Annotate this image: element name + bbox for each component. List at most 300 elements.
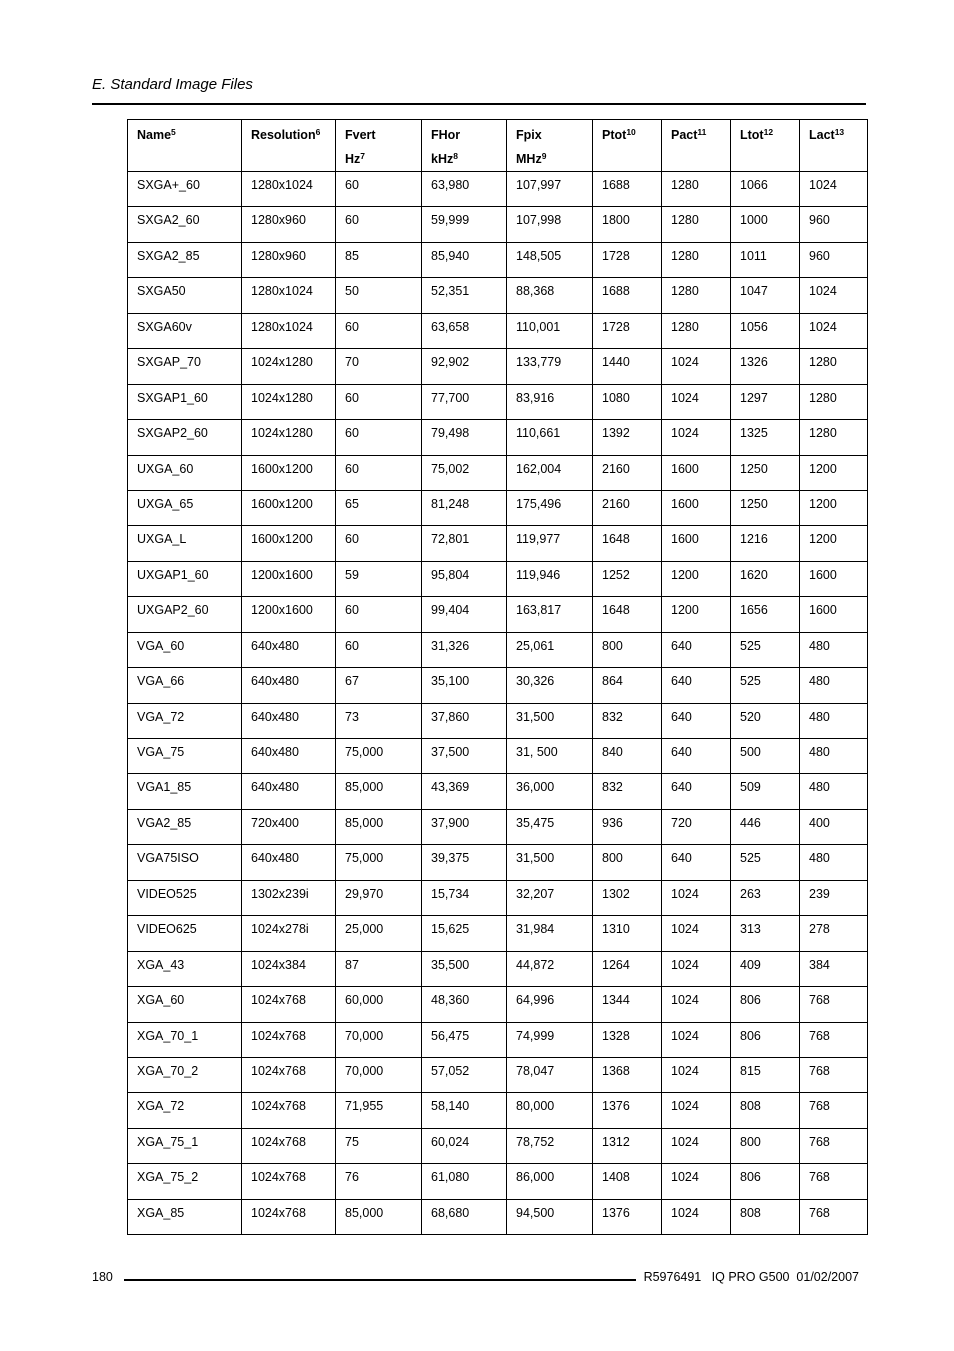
table-row — [128, 242, 868, 277]
table-cell: 25,061 — [507, 632, 593, 667]
table-row — [128, 809, 868, 844]
table-cell: 806 — [731, 1022, 800, 1057]
table-cell: 60 — [336, 455, 422, 490]
table-cell: 640 — [662, 703, 731, 738]
table-cell: 1312 — [593, 1128, 662, 1163]
column-header — [422, 120, 507, 172]
table-cell: 75,000 — [336, 739, 422, 774]
table-cell: 960 — [800, 242, 868, 277]
table-cell: 1280x1024 — [242, 313, 336, 348]
table-cell: 806 — [731, 987, 800, 1022]
table-cell: 88,368 — [507, 278, 593, 313]
column-header — [593, 120, 662, 172]
table-cell: 1310 — [593, 916, 662, 951]
table-cell: 1200x1600 — [242, 561, 336, 596]
table-cell: 59 — [336, 561, 422, 596]
table-cell: 1250 — [731, 455, 800, 490]
table-cell: 60,024 — [422, 1128, 507, 1163]
footnote-marker: 11 — [697, 127, 707, 137]
table-cell: 1648 — [593, 597, 662, 632]
table-cell: 480 — [800, 845, 868, 880]
table-cell: 1200 — [662, 597, 731, 632]
table-cell: 1024x384 — [242, 951, 336, 986]
table-cell: UXGA_60 — [128, 455, 242, 490]
table-cell: 1800 — [593, 207, 662, 242]
table-row — [128, 951, 868, 986]
table-cell: 808 — [731, 1199, 800, 1234]
column-header-unit: kHz$^8$ — [431, 151, 458, 166]
table-cell: 78,047 — [507, 1057, 593, 1092]
table-cell: 1024 — [662, 1057, 731, 1092]
table-row — [128, 774, 868, 809]
table-cell: 1600 — [662, 455, 731, 490]
table-cell: 1600x1200 — [242, 490, 336, 525]
table-cell: 1280x1024 — [242, 172, 336, 207]
table-cell: 63,658 — [422, 313, 507, 348]
table-cell: 77,700 — [422, 384, 507, 419]
table-cell: 70,000 — [336, 1022, 422, 1057]
table-cell: 1024 — [662, 1164, 731, 1199]
table-cell: 1280x1024 — [242, 278, 336, 313]
table-cell: 1250 — [731, 490, 800, 525]
table-cell: 1280 — [662, 172, 731, 207]
table-cell: 768 — [800, 1128, 868, 1163]
table-cell: 720 — [662, 809, 731, 844]
column-header-label: Resolution$^6$ — [251, 127, 321, 142]
table-row — [128, 987, 868, 1022]
table-cell: 1024 — [662, 987, 731, 1022]
table-cell: 1024 — [662, 384, 731, 419]
table-cell: 85,000 — [336, 1199, 422, 1234]
table-cell: 1600 — [800, 597, 868, 632]
table-cell: 640 — [662, 668, 731, 703]
table-cell: 37,900 — [422, 809, 507, 844]
table-cell: 57,052 — [422, 1057, 507, 1092]
table-cell: 1024 — [800, 313, 868, 348]
table-cell: VGA75ISO — [128, 845, 242, 880]
column-header-label: Pact$^{11}$ — [671, 127, 707, 142]
column-header — [336, 120, 422, 172]
table-cell: 263 — [731, 880, 800, 915]
table-cell: 409 — [731, 951, 800, 986]
table-cell: 1056 — [731, 313, 800, 348]
table-cell: 768 — [800, 1057, 868, 1092]
table-body — [128, 172, 868, 1235]
table-cell: 75,002 — [422, 455, 507, 490]
table-row — [128, 313, 868, 348]
table-cell: 87 — [336, 951, 422, 986]
table-row — [128, 1199, 868, 1234]
table-cell: 1024 — [800, 278, 868, 313]
table-cell: 1200 — [800, 526, 868, 561]
column-header — [242, 120, 336, 172]
table-cell: 85,000 — [336, 809, 422, 844]
table-row — [128, 561, 868, 596]
table-cell: 1280 — [800, 349, 868, 384]
table-row — [128, 207, 868, 242]
table-cell: XGA_75_2 — [128, 1164, 242, 1199]
table-cell: 29,970 — [336, 880, 422, 915]
table-cell: 37,500 — [422, 739, 507, 774]
table-cell: 1620 — [731, 561, 800, 596]
table-cell: 85,940 — [422, 242, 507, 277]
table-cell: 70 — [336, 349, 422, 384]
table-cell: 480 — [800, 703, 868, 738]
table-cell: 56,475 — [422, 1022, 507, 1057]
table-cell: 840 — [593, 739, 662, 774]
table-cell: 720x400 — [242, 809, 336, 844]
table-cell: 65 — [336, 490, 422, 525]
table-cell: 110,661 — [507, 420, 593, 455]
table-cell: 43,369 — [422, 774, 507, 809]
table-cell: 1376 — [593, 1199, 662, 1234]
table-cell: 800 — [593, 845, 662, 880]
table-cell: 60 — [336, 172, 422, 207]
table-cell: 768 — [800, 1093, 868, 1128]
table-cell: 1302x239i — [242, 880, 336, 915]
table-cell: 640x480 — [242, 845, 336, 880]
column-header-label: Name$^5$ — [137, 127, 176, 142]
table-cell: 67 — [336, 668, 422, 703]
table-cell: SXGA50 — [128, 278, 242, 313]
table-cell: 640x480 — [242, 703, 336, 738]
table-cell: 400 — [800, 809, 868, 844]
footnote-marker: 9 — [541, 151, 547, 161]
footnote-marker: 10 — [626, 127, 636, 137]
table-cell: 1302 — [593, 880, 662, 915]
table-cell: 1024x768 — [242, 1164, 336, 1199]
table-cell: 1280 — [662, 278, 731, 313]
footnote-marker: 8 — [453, 151, 458, 161]
table-cell: XGA_60 — [128, 987, 242, 1022]
table-cell: 1024 — [662, 916, 731, 951]
table-cell: 36,000 — [507, 774, 593, 809]
table-header-row — [128, 120, 868, 172]
header-rule — [92, 103, 866, 105]
table-cell: 1600 — [662, 526, 731, 561]
table-cell: 1024x278i — [242, 916, 336, 951]
table-cell: 1024 — [662, 1093, 731, 1128]
table-cell: 63,980 — [422, 172, 507, 207]
table-cell: 936 — [593, 809, 662, 844]
table-cell: 2160 — [593, 490, 662, 525]
table-cell: 1376 — [593, 1093, 662, 1128]
table-cell: 25,000 — [336, 916, 422, 951]
table-cell: 60 — [336, 526, 422, 561]
table-cell: 1656 — [731, 597, 800, 632]
table-cell: 48,360 — [422, 987, 507, 1022]
table-cell: 2160 — [593, 455, 662, 490]
table-cell: 73 — [336, 703, 422, 738]
table-cell: 92,902 — [422, 349, 507, 384]
table-cell: 1024 — [662, 1022, 731, 1057]
table-cell: 1200x1600 — [242, 597, 336, 632]
table-cell: XGA_75_1 — [128, 1128, 242, 1163]
table-cell: 119,977 — [507, 526, 593, 561]
table-cell: 1024 — [662, 1199, 731, 1234]
table-row — [128, 880, 868, 915]
table-cell: 107,997 — [507, 172, 593, 207]
table-cell: 480 — [800, 774, 868, 809]
table-cell: 1297 — [731, 384, 800, 419]
table-cell: 1600 — [662, 490, 731, 525]
table-cell: 1024 — [662, 349, 731, 384]
table-cell: 1066 — [731, 172, 800, 207]
table-cell: 768 — [800, 1199, 868, 1234]
table-cell: 640x480 — [242, 668, 336, 703]
table-cell: 119,946 — [507, 561, 593, 596]
table-cell: 1392 — [593, 420, 662, 455]
table-cell: 800 — [593, 632, 662, 667]
table-cell: 68,680 — [422, 1199, 507, 1234]
table-row — [128, 349, 868, 384]
table-cell: 313 — [731, 916, 800, 951]
table-cell: 1024x768 — [242, 1093, 336, 1128]
table-cell: SXGA2_60 — [128, 207, 242, 242]
table-cell: 30,326 — [507, 668, 593, 703]
table-cell: 86,000 — [507, 1164, 593, 1199]
table-cell: 768 — [800, 1164, 868, 1199]
table-cell: 1600x1200 — [242, 526, 336, 561]
table-cell: UXGAP2_60 — [128, 597, 242, 632]
table-row — [128, 278, 868, 313]
table-cell: 80,000 — [507, 1093, 593, 1128]
table-row — [128, 172, 868, 207]
footer-doc-reference: R5976491 IQ PRO G500 01/02/2007 — [643, 1270, 859, 1284]
table-cell: 35,100 — [422, 668, 507, 703]
table-cell: 1440 — [593, 349, 662, 384]
table-cell: 525 — [731, 632, 800, 667]
table-cell: 1280 — [800, 384, 868, 419]
table-cell: 500 — [731, 739, 800, 774]
table-cell: VGA_72 — [128, 703, 242, 738]
table-cell: 832 — [593, 703, 662, 738]
table-cell: 1024x768 — [242, 987, 336, 1022]
table-cell: VGA2_85 — [128, 809, 242, 844]
table-cell: 72,801 — [422, 526, 507, 561]
table-cell: 60 — [336, 207, 422, 242]
column-header-label: Fpix — [516, 128, 542, 142]
table-cell: SXGA60v — [128, 313, 242, 348]
table-cell: 1728 — [593, 313, 662, 348]
table-cell: 70,000 — [336, 1057, 422, 1092]
table-cell: 1280 — [800, 420, 868, 455]
column-header — [507, 120, 593, 172]
table-cell: 32,207 — [507, 880, 593, 915]
table-cell: 60 — [336, 632, 422, 667]
table-cell: 1024 — [662, 880, 731, 915]
column-header — [662, 120, 731, 172]
table-cell: 79,498 — [422, 420, 507, 455]
table-cell: 71,955 — [336, 1093, 422, 1128]
table-cell: 61,080 — [422, 1164, 507, 1199]
footnote-marker: 6 — [315, 127, 321, 137]
table-row — [128, 739, 868, 774]
table-cell: 35,475 — [507, 809, 593, 844]
table-cell: 52,351 — [422, 278, 507, 313]
table-cell: 864 — [593, 668, 662, 703]
table-cell: 640x480 — [242, 774, 336, 809]
table-cell: 806 — [731, 1164, 800, 1199]
table-cell: 768 — [800, 987, 868, 1022]
table-cell: UXGA_L — [128, 526, 242, 561]
column-header-label: Lact$^{13}$ — [809, 127, 845, 142]
table-cell: 525 — [731, 845, 800, 880]
table-cell: 60 — [336, 597, 422, 632]
table-cell: 133,779 — [507, 349, 593, 384]
table-cell: 1024x1280 — [242, 349, 336, 384]
table-cell: 1280 — [662, 207, 731, 242]
footnote-marker: 7 — [360, 151, 366, 161]
table-cell: SXGA2_85 — [128, 242, 242, 277]
table-cell: 1688 — [593, 172, 662, 207]
table-cell: 1216 — [731, 526, 800, 561]
footnote-marker: 13 — [834, 127, 845, 137]
table-cell: 175,496 — [507, 490, 593, 525]
table-row — [128, 1022, 868, 1057]
table-cell: 1408 — [593, 1164, 662, 1199]
table-cell: 1024 — [662, 951, 731, 986]
table-cell: 99,404 — [422, 597, 507, 632]
table-cell: 163,817 — [507, 597, 593, 632]
table-row — [128, 526, 868, 561]
table-cell: 768 — [800, 1022, 868, 1057]
table-row — [128, 1057, 868, 1092]
table-row — [128, 420, 868, 455]
table-cell: 107,998 — [507, 207, 593, 242]
table-cell: 31,326 — [422, 632, 507, 667]
table-cell: SXGA+_60 — [128, 172, 242, 207]
table-cell: 832 — [593, 774, 662, 809]
table-cell: 1280 — [662, 313, 731, 348]
table-cell: 640x480 — [242, 739, 336, 774]
table-cell: VGA1_85 — [128, 774, 242, 809]
table-row — [128, 703, 868, 738]
table-cell: UXGAP1_60 — [128, 561, 242, 596]
table-cell: VGA_75 — [128, 739, 242, 774]
footnote-marker: 5 — [171, 127, 176, 137]
table-cell: XGA_43 — [128, 951, 242, 986]
column-header-label: Fvert — [345, 128, 376, 142]
table-cell: 59,999 — [422, 207, 507, 242]
column-header-unit: MHz$^9$ — [516, 151, 547, 166]
table-cell: 148,505 — [507, 242, 593, 277]
table-cell: 37,860 — [422, 703, 507, 738]
table-cell: SXGAP2_60 — [128, 420, 242, 455]
table-cell: 95,804 — [422, 561, 507, 596]
table-cell: 44,872 — [507, 951, 593, 986]
table-cell: 1326 — [731, 349, 800, 384]
table-cell: 1200 — [662, 561, 731, 596]
table-cell: 1047 — [731, 278, 800, 313]
table-cell: 640 — [662, 845, 731, 880]
table-cell: 640 — [662, 774, 731, 809]
table-cell: 1080 — [593, 384, 662, 419]
table-cell: 1280x960 — [242, 242, 336, 277]
table-cell: SXGAP1_60 — [128, 384, 242, 419]
table-row — [128, 1128, 868, 1163]
table-cell: UXGA_65 — [128, 490, 242, 525]
table-cell: 1728 — [593, 242, 662, 277]
table-cell: 640 — [662, 739, 731, 774]
table-row — [128, 916, 868, 951]
table-cell: 1264 — [593, 951, 662, 986]
table-cell: 15,734 — [422, 880, 507, 915]
table-cell: VIDEO525 — [128, 880, 242, 915]
table-cell: 162,004 — [507, 455, 593, 490]
table-cell: 480 — [800, 632, 868, 667]
table-cell: 60,000 — [336, 987, 422, 1022]
table-row — [128, 632, 868, 667]
table-cell: 1252 — [593, 561, 662, 596]
table-cell: VGA_66 — [128, 668, 242, 703]
table-cell: 960 — [800, 207, 868, 242]
table-cell: XGA_72 — [128, 1093, 242, 1128]
table-cell: XGA_70_2 — [128, 1057, 242, 1092]
table-cell: 480 — [800, 668, 868, 703]
table-cell: 1024x768 — [242, 1128, 336, 1163]
table-cell: 1024x768 — [242, 1022, 336, 1057]
table-cell: 1200 — [800, 455, 868, 490]
column-header-label: FHor — [431, 128, 461, 142]
footer-page-number: 180 — [92, 1270, 113, 1284]
table-cell: 1600 — [800, 561, 868, 596]
table-cell: 15,625 — [422, 916, 507, 951]
table-cell: 58,140 — [422, 1093, 507, 1128]
column-header-label: Ptot$^{10}$ — [602, 127, 636, 142]
table-cell: 85 — [336, 242, 422, 277]
table-cell: 1011 — [731, 242, 800, 277]
table-cell: 640 — [662, 632, 731, 667]
table-row — [128, 490, 868, 525]
table-cell: 1000 — [731, 207, 800, 242]
table-cell: 94,500 — [507, 1199, 593, 1234]
table-cell: 74,999 — [507, 1022, 593, 1057]
footer-rule — [124, 1279, 636, 1281]
table-cell: 1024 — [662, 420, 731, 455]
table-cell: 60 — [336, 313, 422, 348]
table-row — [128, 845, 868, 880]
column-header — [128, 120, 242, 172]
column-header — [731, 120, 800, 172]
table-cell: 1344 — [593, 987, 662, 1022]
table-row — [128, 455, 868, 490]
table-cell: 35,500 — [422, 951, 507, 986]
image-files-table — [127, 119, 868, 1235]
table-cell: 60 — [336, 420, 422, 455]
table-cell: 75,000 — [336, 845, 422, 880]
table-cell: 1024x768 — [242, 1199, 336, 1234]
table-cell: 1280x960 — [242, 207, 336, 242]
table-cell: 31, 500 — [507, 739, 593, 774]
table-cell: 384 — [800, 951, 868, 986]
table-cell: 808 — [731, 1093, 800, 1128]
table-cell: 509 — [731, 774, 800, 809]
table-cell: XGA_70_1 — [128, 1022, 242, 1057]
table-cell: 1688 — [593, 278, 662, 313]
column-header-label: Ltot$^{12}$ — [740, 127, 774, 142]
table-cell: 1280 — [662, 242, 731, 277]
table-cell: 110,001 — [507, 313, 593, 348]
table-cell: 1325 — [731, 420, 800, 455]
table-cell: 78,752 — [507, 1128, 593, 1163]
table-cell: 239 — [800, 880, 868, 915]
column-header — [800, 120, 868, 172]
table-cell: 1024 — [800, 172, 868, 207]
footnote-marker: 12 — [763, 127, 774, 137]
table-cell: 31,500 — [507, 845, 593, 880]
table-cell: 1368 — [593, 1057, 662, 1092]
